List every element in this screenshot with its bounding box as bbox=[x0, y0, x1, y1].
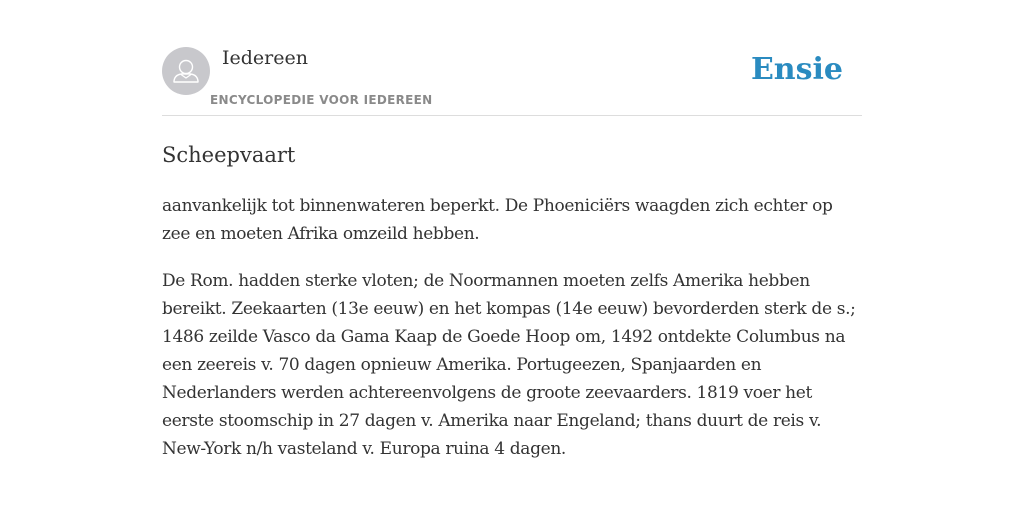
header-divider bbox=[162, 115, 862, 116]
user-silhouette-icon bbox=[162, 47, 210, 95]
site-tagline: ENCYCLOPEDIE VOOR IEDEREEN bbox=[210, 93, 433, 107]
brand-logo[interactable]: Ensie bbox=[750, 52, 843, 87]
avatar[interactable] bbox=[162, 47, 210, 95]
article-title: Scheepvaart bbox=[162, 143, 296, 167]
article-paragraph: De Rom. hadden sterke vloten; de Noormannen moeten zelfs Amerika hebben bereikt. Zeekaarten (13e eeuw) en het kompas (14e eeuw) bevorderden sterk de s.; 1486 zeilde Vasco da Gama Kaap de Goede Hoop om, 1492 ontdekte Columbus na een zeereis v. 70 dagen opnieuw Amerika. Portugeezen, Spanjaarden en Nederlanders werden achtereenvolgens de groote zeevaarders. 1819 voer het eerste stoomschip in 27 dagen v. Amerika naar Engeland; thans duurt de reis v. New-York n/h vasteland v. Europa ruina 4 dagen. bbox=[162, 271, 856, 459]
article-paragraph: aanvankelijk tot binnenwateren beperkt. De Phoeniciërs waagden zich echter op zee en moeten Afrika omzeild hebben. bbox=[162, 196, 833, 244]
author-name[interactable]: Iedereen bbox=[222, 47, 308, 69]
header bbox=[162, 46, 862, 116]
article bbox=[162, 140, 862, 482]
